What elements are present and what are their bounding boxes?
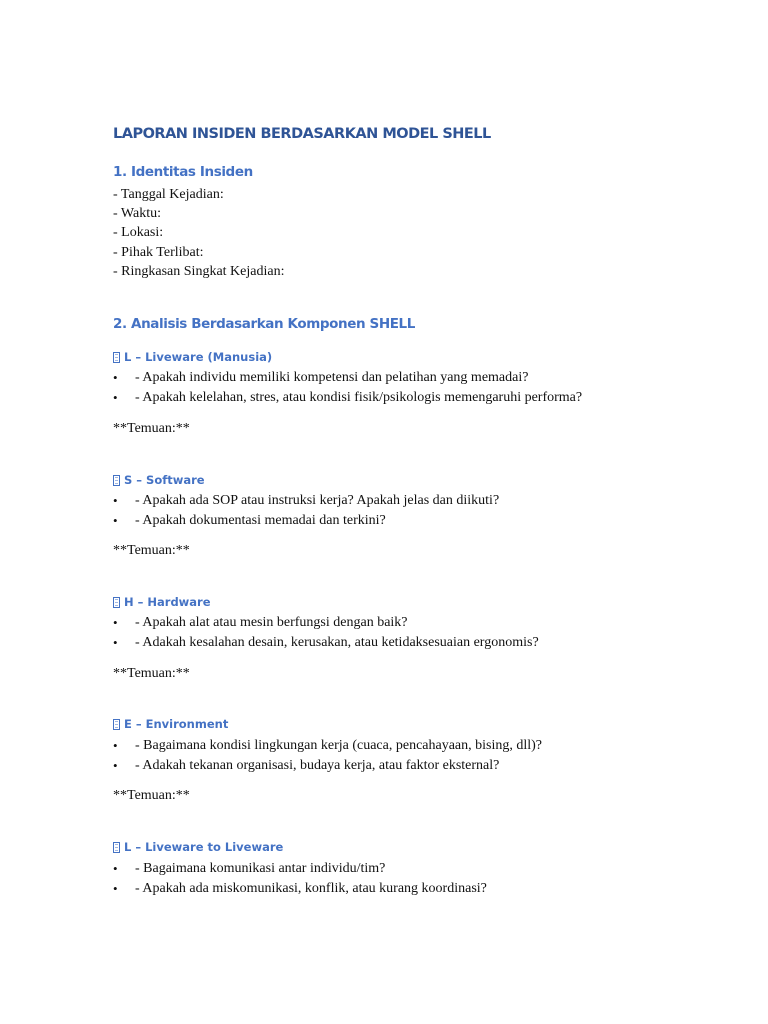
section-heading-shell-analysis: 2. Analisis Berdasarkan Komponen SHELL [113, 316, 415, 332]
question-list-environment [113, 736, 542, 775]
question-text: - Apakah ada miskomunikasi, konflik, atau kurang koordinasi? [135, 880, 487, 896]
bullet-icon: • [113, 389, 118, 405]
findings-label-software: **Temuan:** [113, 543, 190, 558]
identity-field-list [113, 185, 284, 281]
question-text: - Adakah kesalahan desain, kerusakan, atau ketidaksesuaian ergonomis? [135, 634, 539, 650]
field-summary: - Ringkasan Singkat Kejadian: [113, 263, 285, 279]
component-heading-hardware [113, 595, 211, 609]
bullet-icon: • [113, 512, 118, 528]
list-item [113, 491, 499, 511]
bullet-icon: • [113, 861, 118, 876]
question-list-hardware [113, 613, 539, 652]
question-list-software [113, 491, 499, 530]
bullet-icon: • [113, 757, 118, 773]
component-heading-text: H – Hardware [124, 595, 211, 609]
document-title: LAPORAN INSIDEN BERDASARKAN MODEL SHELL [113, 126, 491, 142]
missing-glyph-box-icon [113, 597, 120, 608]
findings-label-hardware: **Temuan:** [113, 666, 190, 681]
component-heading-text: L – Liveware to Liveware [124, 840, 284, 854]
list-item [113, 633, 539, 653]
bullet-icon: • [113, 738, 118, 753]
component-heading-text: S – Software [124, 473, 205, 487]
component-heading-text: E – Environment [124, 717, 229, 731]
missing-glyph-box-icon [113, 719, 120, 730]
findings-label-liveware: **Temuan:** [113, 421, 190, 436]
section-heading-identity: 1. Identitas Insiden [113, 164, 253, 180]
field-parties: - Pihak Terlibat: [113, 244, 204, 260]
field-date: - Tanggal Kejadian: [113, 187, 224, 202]
list-item [113, 613, 539, 633]
list-item [113, 511, 499, 531]
missing-glyph-box-icon [113, 842, 120, 853]
list-item [113, 368, 582, 388]
bullet-icon: • [113, 493, 118, 508]
component-heading-liveware [113, 350, 272, 364]
question-text: - Apakah individu memiliki kompetensi dan pelatihan yang memadai? [135, 370, 529, 385]
question-text: - Apakah dokumentasi memadai dan terkini? [135, 512, 386, 528]
bullet-icon: • [113, 880, 118, 896]
component-heading-liveware-to-liveware [113, 840, 283, 854]
bullet-icon: • [113, 615, 118, 630]
bullet-icon: • [113, 370, 118, 385]
question-list-liveware [113, 368, 582, 407]
question-list-liveware-to-liveware [113, 859, 487, 898]
component-heading-environment [113, 717, 228, 731]
component-heading-text: L – Liveware (Manusia) [124, 350, 273, 364]
list-item [113, 756, 542, 776]
field-location: - Lokasi: [113, 225, 164, 241]
list-item [113, 388, 582, 408]
question-text: - Apakah ada SOP atau instruksi kerja? Apakah jelas dan diikuti? [135, 493, 500, 508]
field-time: - Waktu: [113, 206, 161, 222]
question-text: - Apakah kelelahan, stres, atau kondisi fisik/psikologis memengaruhi performa? [135, 389, 583, 405]
missing-glyph-box-icon [113, 352, 120, 363]
question-text: - Bagaimana kondisi lingkungan kerja (cuaca, pencahayaan, bising, dll)? [135, 738, 543, 753]
question-text: - Adakah tekanan organisasi, budaya kerja, atau faktor eksternal? [135, 757, 500, 773]
list-item [113, 859, 487, 879]
list-item [113, 736, 542, 756]
bullet-icon: • [113, 634, 118, 650]
missing-glyph-box-icon [113, 475, 120, 486]
question-text: - Apakah alat atau mesin berfungsi dengan baik? [135, 615, 408, 630]
findings-label-environment: **Temuan:** [113, 788, 190, 803]
question-text: - Bagaimana komunikasi antar individu/tim? [135, 861, 386, 876]
component-heading-software [113, 473, 205, 487]
list-item [113, 879, 487, 899]
